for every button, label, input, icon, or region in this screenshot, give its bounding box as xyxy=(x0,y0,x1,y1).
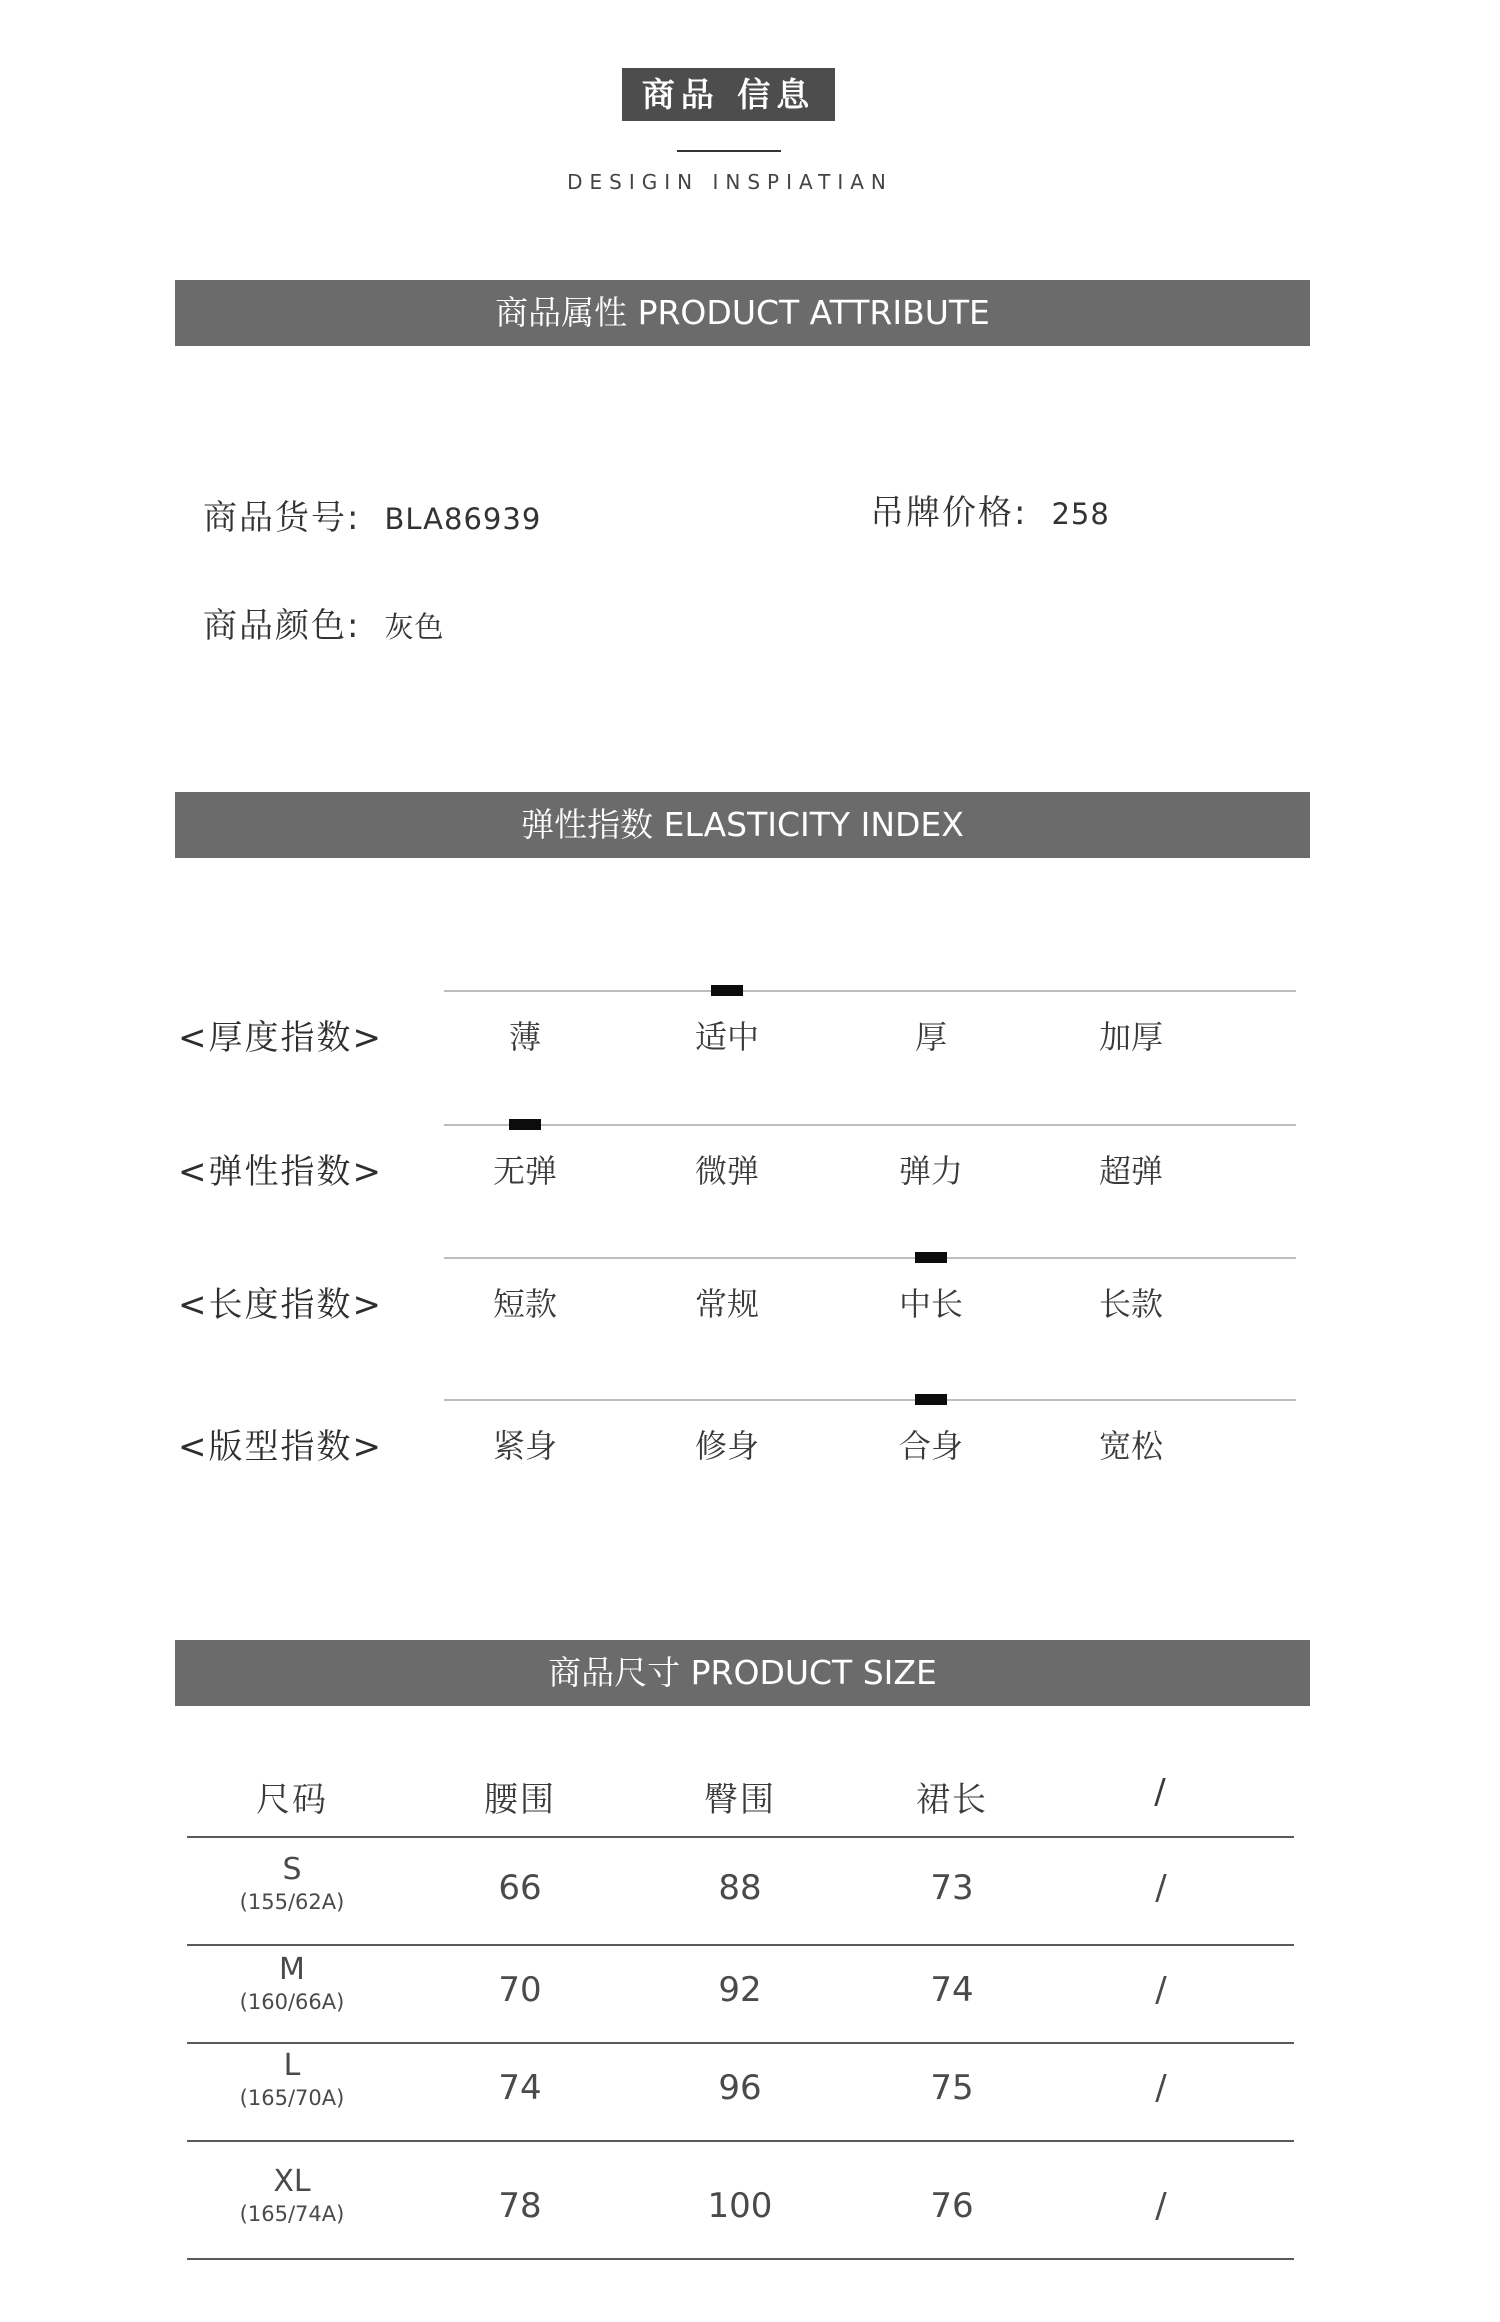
index-option: 中长 xyxy=(898,1285,963,1323)
length-value: 76 xyxy=(930,2186,974,2226)
length-value: 74 xyxy=(930,1970,974,2010)
hip-value: 88 xyxy=(718,1868,762,1908)
index-row-label: <厚度指数> xyxy=(178,1018,383,1058)
index-row-label: <弹性指数> xyxy=(178,1152,383,1192)
index-row-label: <长度指数> xyxy=(178,1285,383,1325)
price-value: 258 xyxy=(1051,497,1110,531)
size-spec: (165/74A) xyxy=(239,2202,345,2226)
table-row-divider xyxy=(187,1836,1294,1838)
extra-value: / xyxy=(1155,2186,1167,2226)
item-number-row xyxy=(203,490,541,539)
extra-value: / xyxy=(1155,2068,1167,2108)
index-scale-line xyxy=(444,1124,1296,1126)
size-spec: (155/62A) xyxy=(239,1890,345,1914)
size-column-header: 裙长 xyxy=(916,1780,988,1820)
index-option: 弹力 xyxy=(898,1152,963,1190)
index-option: 长款 xyxy=(1098,1285,1163,1323)
index-scale-line xyxy=(444,1257,1296,1259)
length-value: 75 xyxy=(930,2068,974,2108)
price-label: 吊牌价格: xyxy=(870,493,1028,533)
index-option: 厚 xyxy=(914,1018,947,1056)
extra-value: / xyxy=(1155,1868,1167,1908)
index-scale-line xyxy=(444,990,1296,992)
price-row xyxy=(870,485,1110,534)
hip-value: 92 xyxy=(718,1970,762,2010)
index-option: 超弹 xyxy=(1098,1152,1163,1190)
index-row-label: <版型指数> xyxy=(178,1427,383,1467)
elasticity-banner: 弹性指数 ELASTICITY INDEX xyxy=(175,792,1310,858)
index-option: 修身 xyxy=(694,1427,759,1465)
index-option: 紧身 xyxy=(492,1427,557,1465)
table-row-divider xyxy=(187,2140,1294,2142)
index-option: 短款 xyxy=(492,1285,557,1323)
title-divider xyxy=(677,150,781,152)
length-value: 73 xyxy=(930,1868,974,1908)
table-row-divider xyxy=(187,1944,1294,1946)
attribute-banner: 商品属性 PRODUCT ATTRIBUTE xyxy=(175,280,1310,346)
page-subtitle: DESIGIN INSPIATIAN xyxy=(567,170,893,194)
size-banner: 商品尺寸 PRODUCT SIZE xyxy=(175,1640,1310,1706)
index-option: 薄 xyxy=(508,1018,541,1056)
size-code: S xyxy=(282,1852,302,1887)
index-option: 合身 xyxy=(898,1427,963,1465)
size-code: L xyxy=(283,2048,301,2083)
index-option: 宽松 xyxy=(1098,1427,1163,1465)
color-row xyxy=(203,598,444,647)
size-code: M xyxy=(279,1952,305,1987)
item-number-label: 商品货号: xyxy=(203,498,361,538)
index-selected-marker xyxy=(915,1394,947,1405)
hip-value: 96 xyxy=(718,2068,762,2108)
index-selected-marker xyxy=(509,1119,541,1130)
color-value: 灰色 xyxy=(384,610,445,644)
index-option: 微弹 xyxy=(694,1152,759,1190)
page-title: 商品 信息 xyxy=(622,68,835,121)
index-scale-line xyxy=(444,1399,1296,1401)
color-label: 商品颜色: xyxy=(203,606,361,646)
size-code: XL xyxy=(273,2164,311,2199)
waist-value: 70 xyxy=(498,1970,542,2010)
waist-value: 66 xyxy=(498,1868,542,1908)
size-column-header: 尺码 xyxy=(256,1780,328,1820)
index-selected-marker xyxy=(711,985,743,996)
index-option: 适中 xyxy=(694,1018,759,1056)
table-row-divider xyxy=(187,2042,1294,2044)
index-option: 常规 xyxy=(694,1285,759,1323)
extra-value: / xyxy=(1155,1970,1167,2010)
index-option: 无弹 xyxy=(492,1152,557,1190)
waist-value: 74 xyxy=(498,2068,542,2108)
size-column-header: / xyxy=(1154,1772,1168,1812)
size-column-header: 臀围 xyxy=(704,1780,776,1820)
item-number-value: BLA86939 xyxy=(384,502,542,536)
index-option: 加厚 xyxy=(1098,1018,1163,1056)
size-spec: (160/66A) xyxy=(239,1990,345,2014)
size-spec: (165/70A) xyxy=(239,2086,345,2110)
waist-value: 78 xyxy=(498,2186,542,2226)
size-column-header: 腰围 xyxy=(484,1780,556,1820)
table-row-divider xyxy=(187,2258,1294,2260)
hip-value: 100 xyxy=(707,2186,773,2226)
index-selected-marker xyxy=(915,1252,947,1263)
